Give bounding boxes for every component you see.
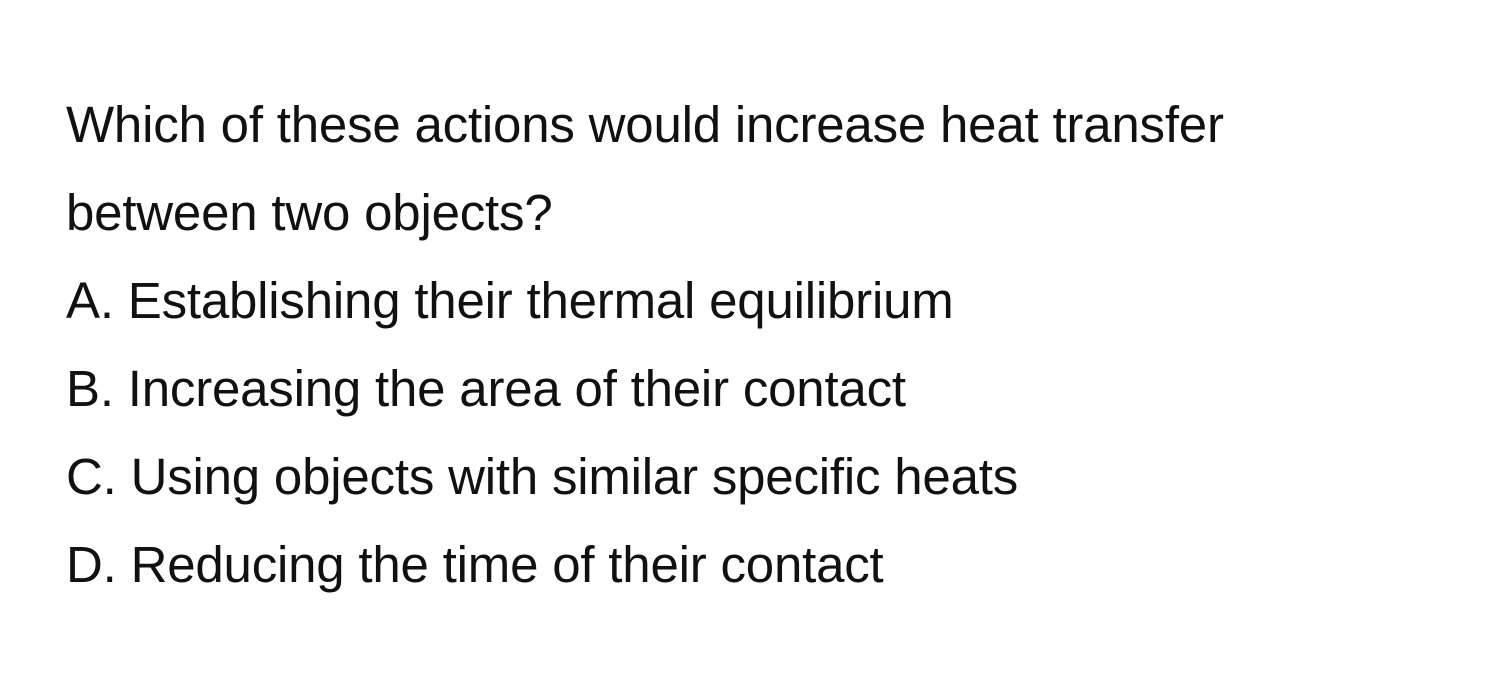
option-b: B. Increasing the area of their contact [66,360,906,417]
question-block [66,81,1476,609]
option-d: D. Reducing the time of their contact [66,536,884,593]
question-text-line-1: Which of these actions would increase heat transfer [66,96,1224,153]
option-c: C. Using objects with similar specific heats [66,448,1019,505]
question-text-line-2: between two objects? [66,184,553,241]
option-a: A. Establishing their thermal equilibrium [66,272,954,329]
